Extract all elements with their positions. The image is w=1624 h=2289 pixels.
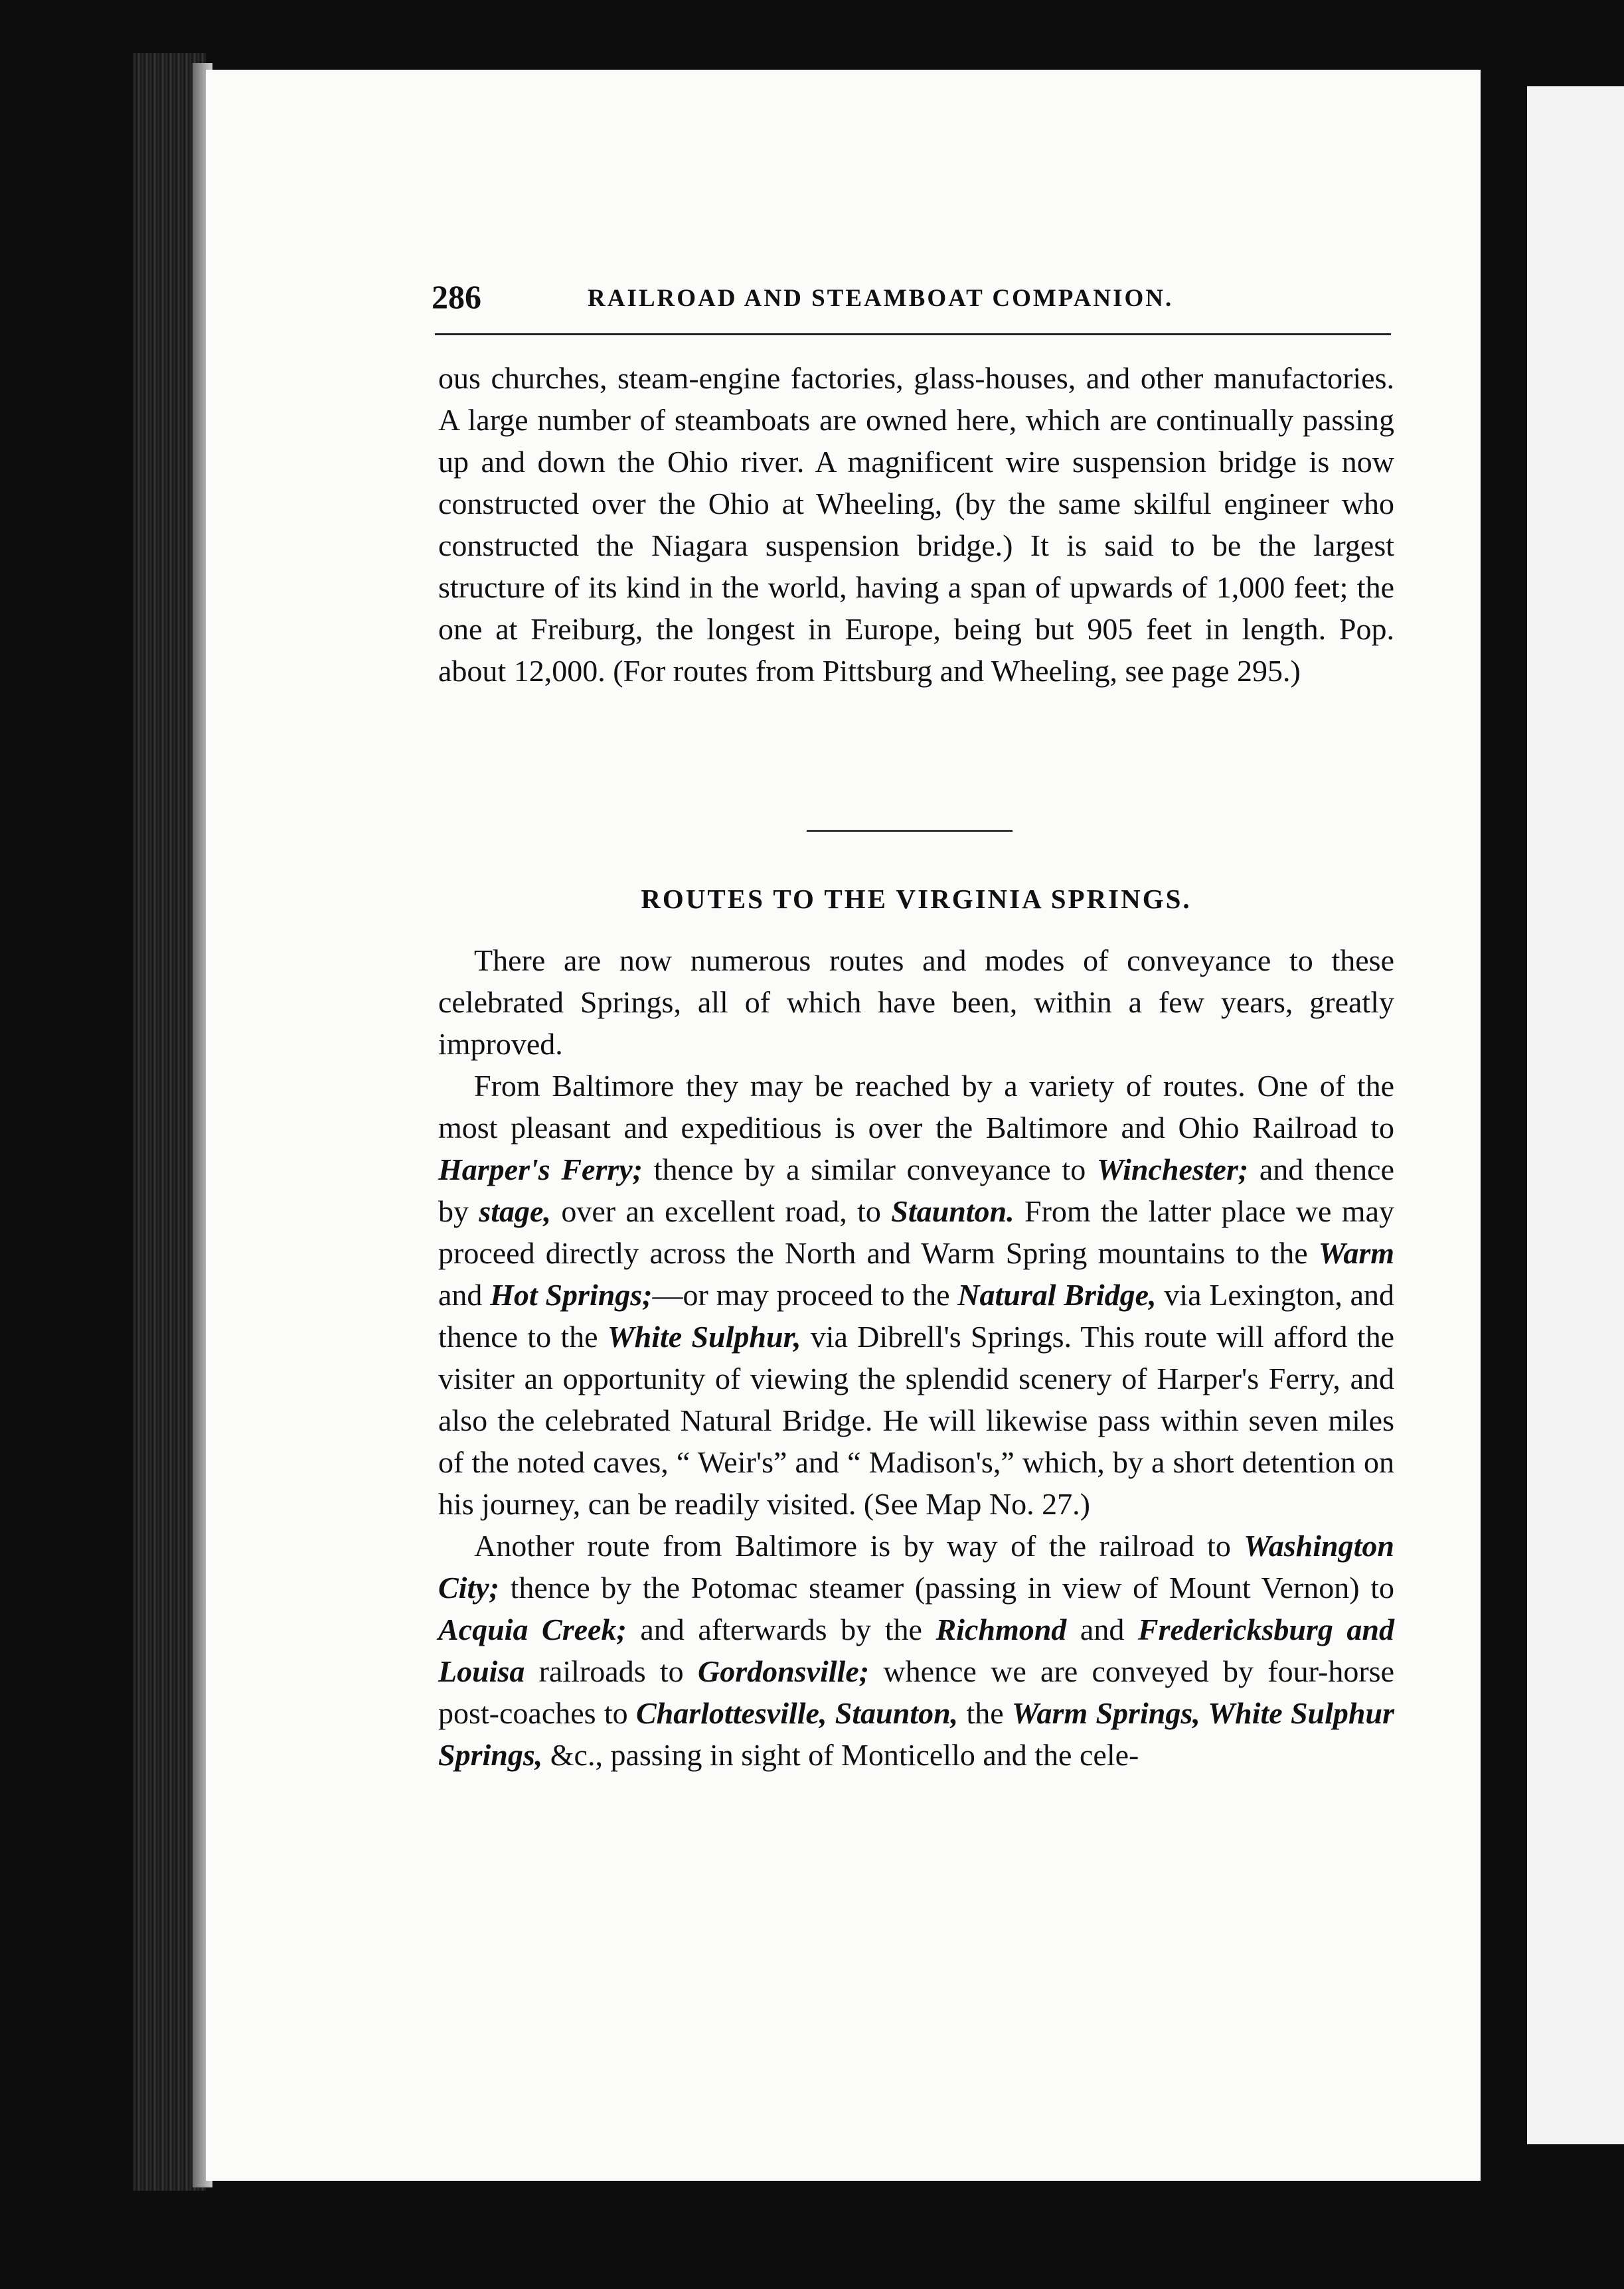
header-rule [435, 333, 1391, 335]
text-run: thence by a similar conveyance to [643, 1152, 1097, 1186]
text-run: &c., passing in sight of Monticello and the cele- [542, 1738, 1139, 1772]
text-run: From Baltimore they may be reached by a variety of routes. One of the most pleasant and expeditious is over the Baltimore and Ohio Railroad to [438, 1069, 1394, 1144]
text-run: and thence by [438, 1152, 1395, 1228]
text-run: via Lexington, and thence to the [438, 1278, 1395, 1354]
page-header [432, 277, 1396, 324]
place-name: Gordonsville; [697, 1654, 870, 1688]
running-title: RAILROAD AND STEAMBOAT COMPANION. [588, 285, 1174, 312]
place-name: Natural Bridge, [957, 1278, 1157, 1312]
text-run: Another route from Baltimore is by way of the railroad to [474, 1529, 1244, 1563]
place-name: Warm Springs, White Sulphur Springs, [438, 1696, 1394, 1772]
railroad-name: Richmond [935, 1613, 1067, 1646]
section-title: ROUTES TO THE VIRGINIA SPRINGS. [641, 884, 1192, 914]
section-body [438, 939, 1394, 1776]
section-separator [807, 830, 1013, 832]
page-number: 286 [432, 278, 481, 315]
page-divider [1482, 70, 1527, 2260]
intro-text-block [438, 357, 1394, 692]
place-name: Staunton. [891, 1194, 1015, 1228]
facing-page-edge [1527, 86, 1624, 2144]
paragraph-1: There are now numerous routes and modes of conveyance to these celebrated Springs, all of which have been, within a few years, greatly improved. [438, 943, 1394, 1061]
text-run: and [438, 1278, 491, 1312]
transport-term: stage, [479, 1194, 551, 1228]
text-run: and afterwards by the [626, 1613, 936, 1646]
text-run: —or may proceed to the [652, 1278, 958, 1312]
text-run: From the latter place we may proceed directly across the North and Warm Spring mountains to the [438, 1194, 1394, 1270]
place-name: Warm [1318, 1236, 1394, 1270]
text-run: railroads to [525, 1654, 698, 1688]
place-name: White Sulphur, [607, 1320, 801, 1354]
text-run: and [1066, 1613, 1138, 1646]
text-run: via Dibrell's Springs. This route will afford the visiter an opportunity of viewing the splendid scenery of Harper's Ferry, and also the celebrated Natural Bridge. He will likewise pass within seven miles of the noted caves, “ Weir's” and “ Madison's,” which, by a short detention on his journey, can be readily visited. (See Map No. 27.) [438, 1320, 1395, 1521]
railroad-name: Fredericksburg and Louisa [438, 1613, 1394, 1688]
paragraph-3 [438, 1525, 1394, 1776]
place-name: Hot Springs; [490, 1278, 653, 1312]
place-name: Washington City; [438, 1529, 1394, 1605]
place-name: Charlottesville, Staunton, [635, 1696, 959, 1730]
place-name: Harper's Ferry; [438, 1152, 643, 1186]
intro-paragraph: ous churches, steam-engine factories, glass-houses, and other manufactories. A large number of steamboats are owned here, which are continually passing up and down the Ohio river. A magnificent wire suspension bridge is now constructed over the Ohio at Wheeling, (by the same skilful engineer who constructed the Niagara suspension bridge.) It is said to be the largest structure of its kind in the world, having a span of upwards of 1,000 feet; the one at Freiburg, the longest in Europe, being but 905 feet in length. Pop. about 12,000. (For routes from Pittsburg and Wheeling, see page 295.) [438, 361, 1394, 688]
place-name: Acquia Creek; [438, 1613, 627, 1646]
text-run: over an excellent road, to [550, 1194, 892, 1228]
place-name: Winchester; [1096, 1152, 1249, 1186]
paragraph-2 [438, 1065, 1394, 1525]
text-run: the [958, 1696, 1012, 1730]
text-run: whence we are conveyed by four-horse post-coaches to [438, 1654, 1394, 1730]
text-run: thence by the Potomac steamer (passing in view of Mount Vernon) to [499, 1571, 1394, 1605]
